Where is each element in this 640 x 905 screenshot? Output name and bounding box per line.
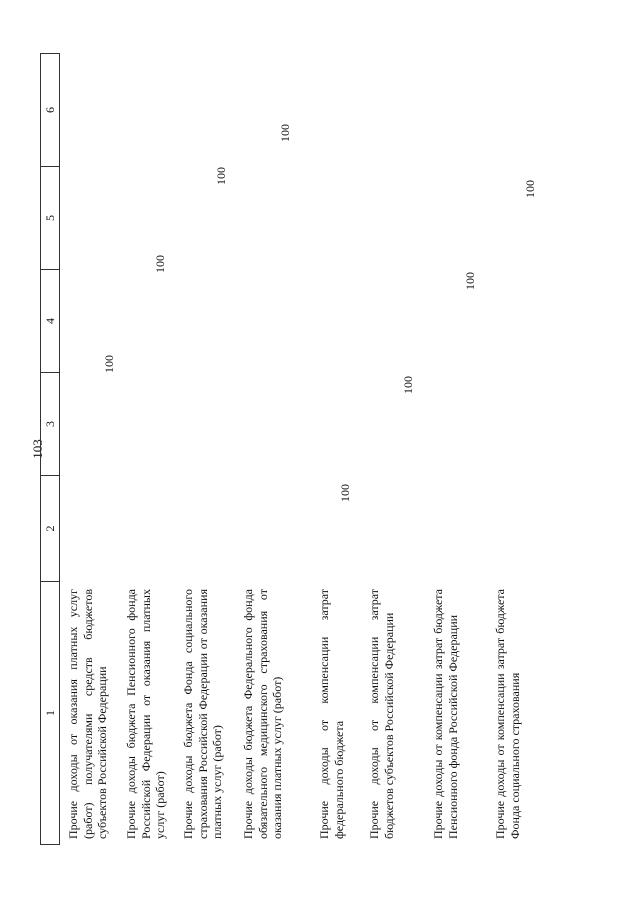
header-cell-5: 5 — [41, 167, 60, 270]
row-value: 100 — [523, 180, 537, 198]
row-description: Прочие доходы бюджета Фонда социального страхования Российской Федерации от оказания платных услуг (работ) — [181, 589, 225, 839]
row-description: Прочие доходы бюджета Пенсионного фонда Российской Федерации от оказания платных услуг (работ) — [124, 589, 168, 839]
row-value: 100 — [338, 484, 352, 502]
row-description: Прочие доходы от компенсации затрат бюджета Пенсионного фонда Российской Федерации — [431, 589, 460, 839]
table-row — [181, 60, 237, 845]
row-value: 100 — [153, 255, 167, 273]
row-description: Прочие доходы от компенсации затрат бюджетов субъектов Российской Федерации — [367, 589, 396, 839]
header-row — [41, 54, 60, 845]
row-description: Прочие доходы бюджета Федерального фонда обязательного медицинского страхования от оказания платных услуг (работ) — [241, 589, 285, 839]
header-cell-4: 4 — [41, 270, 60, 373]
table-row — [241, 60, 297, 845]
row-description: Прочие доходы от компенсации затрат федерального бюджета — [317, 589, 346, 839]
landscape-page — [40, 60, 537, 845]
row-value: 100 — [214, 167, 228, 185]
table-row — [124, 60, 180, 845]
row-description: Прочие доходы от компенсации затрат бюджета Фонда социального страхования — [493, 589, 522, 839]
table-row — [431, 60, 487, 845]
table-body — [60, 60, 537, 845]
table-row — [367, 60, 423, 845]
table-row — [493, 60, 549, 845]
table-row — [317, 60, 373, 845]
header-table — [40, 53, 60, 845]
row-value: 100 — [401, 376, 415, 394]
page-number: 103 — [30, 439, 45, 459]
row-value: 100 — [463, 272, 477, 290]
header-cell-1: 1 — [41, 582, 60, 845]
table-row — [66, 60, 122, 845]
row-description: Прочие доходы от оказания платных услуг (работ) получателями средств бюджетов субъектов Российской Федерации — [66, 589, 110, 839]
row-value: 100 — [278, 124, 292, 142]
header-cell-2: 2 — [41, 476, 60, 582]
header-cell-6: 6 — [41, 54, 60, 167]
header-cell-3: 3 — [41, 373, 60, 476]
row-value: 100 — [102, 355, 116, 373]
